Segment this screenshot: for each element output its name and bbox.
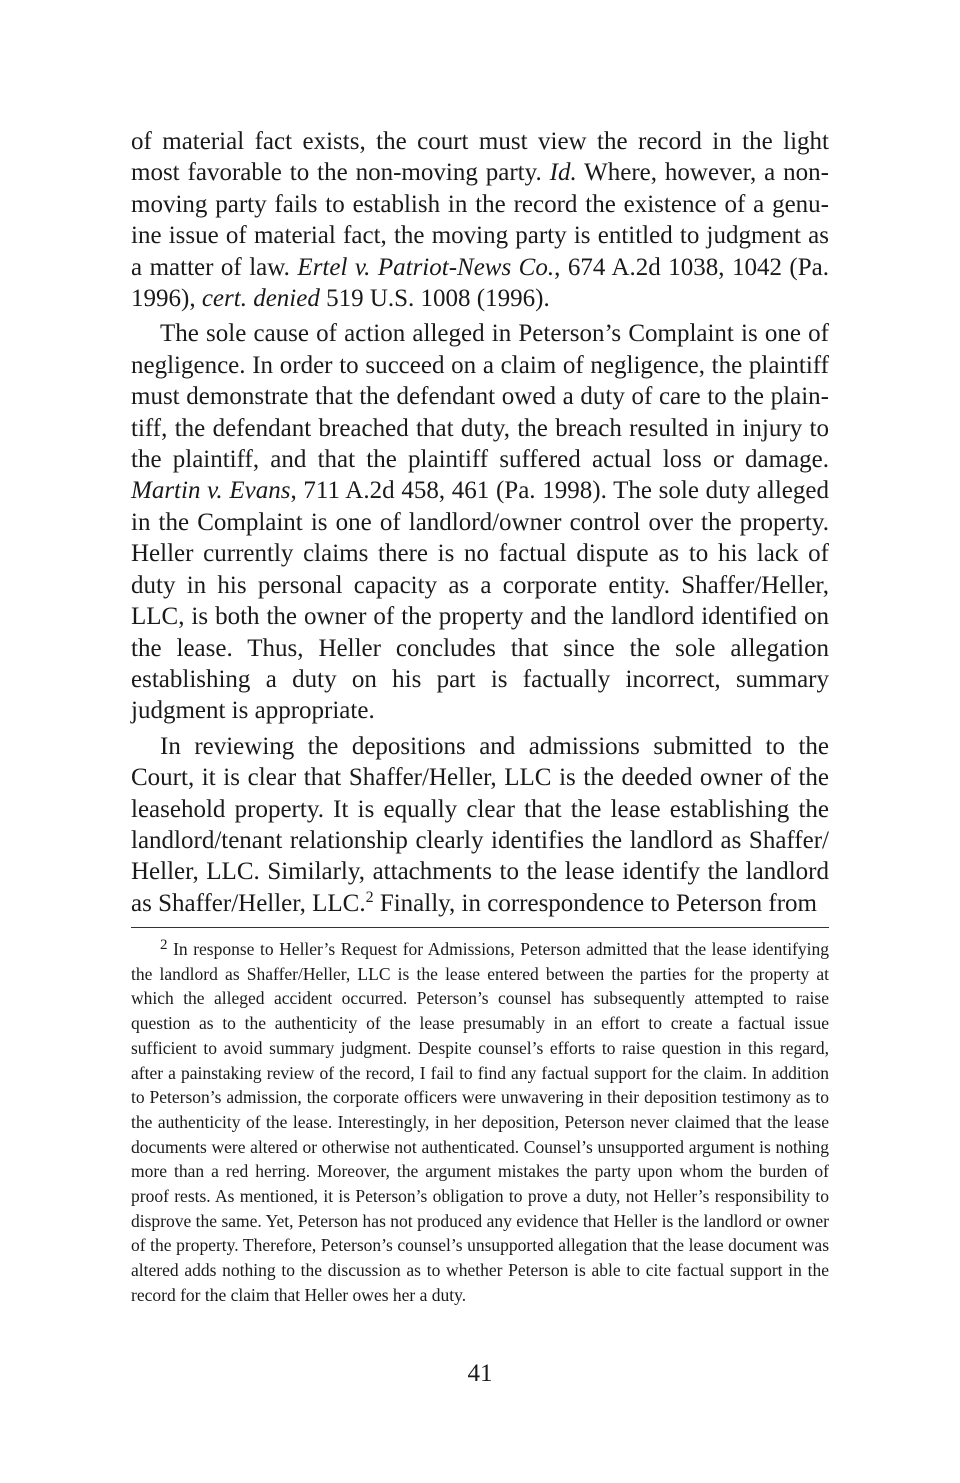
paragraph-3-segment: Finally, in correspondence to Peterson from bbox=[373, 889, 817, 917]
paragraph-1 bbox=[131, 126, 829, 314]
footnote-reference: 2 bbox=[365, 888, 374, 906]
footnote-divider bbox=[131, 927, 829, 928]
paragraph-3-segment: In reviewing the depositions and admissions submitted to the Court, it is clear that Shaffer/Heller, LLC is the deeded owner of the leasehold property. It is equally clear that the lease establishing the landlord/tenant relationship clearly identifies the landlord as Shaffer/ Heller, LLC. Similarly, attachments to the lease identify the landlord as Shaffer/Heller, LLC. bbox=[131, 732, 829, 917]
case-citation-martin: Martin v. Evans bbox=[131, 477, 291, 505]
footnote-text: In response to Heller’s Request for Admissions, Peterson admitted that the lease identifying the landlord as Shaffer/Heller, LLC is the lease entered between the parties for the property at which the alleged accident occurred. Peterson’s counsel has subsequently attempted to raise question as to the authenticity of the lease presumably in an effort to create a factual issue sufficient to avoid summary judgment. Despite counsel’s efforts to raise question in this regard, after a painstaking review of the record, I fail to find any factual support for the claim. In addition to Peterson’s admission, the corporate officers were unwavering in their deposition testimony as to the authenticity of the lease. Interestingly, in her deposition, Peterson never claimed that the lease documents were altered or otherwise not authenticated. Counsel’s unsupported argument is nothing more than a red herring. Moreover, the argument mistakes the party upon whom the burden of proof rests. As mentioned, it is Peterson’s obligation to prove a duty, not Heller’s responsibility to disprove the same. Yet, Peterson has not produced any evidence that Heller is the landlord or owner of the property. Therefore, Peterson’s counsel’s unsupported allegation that the lease document was altered adds nothing to the discussion as to whether Peterson is able to cite factual support in the record for the claim that Heller owes her a duty. bbox=[131, 939, 829, 1305]
paragraph-1-segment: Where, however, a nonmoving party fails to establish in the record the existence of a genuine issue of material fact, the moving party is entitled to judgment as a matter of law. bbox=[131, 159, 829, 281]
page-number: 41 bbox=[467, 1360, 493, 1387]
paragraph-1-segment: of material fact exists, the court must view the record in the light most favorable to the non-moving party. bbox=[131, 128, 829, 187]
paragraph-2 bbox=[131, 318, 829, 726]
footnote bbox=[131, 937, 829, 1308]
main-text bbox=[131, 126, 829, 923]
case-citation-id: Id. bbox=[549, 159, 577, 187]
footnote-marker: 2 bbox=[160, 937, 168, 953]
case-citation-ertel: Ertel v. Patriot-News Co. bbox=[297, 253, 555, 281]
paragraph-2-segment: , 711 A.2d 458, 461 (Pa. 1998). The sole duty alleged in the Complaint is one of landlord/owner control over the property. Heller currently claims there is no factual dispute as to his lack of duty in his personal capacity as a corporate entity. Shaffer/Heller, LLC, is both the owner of the property and the landlord identified on the lease. Thus, Heller concludes that since the sole allegation establishing a duty on his part is factually incorrect, summary judgment is appropriate. bbox=[131, 477, 829, 725]
paragraph-3 bbox=[131, 731, 829, 919]
citation-cert-denied: cert. denied bbox=[201, 285, 320, 313]
paragraph-2-segment: The sole cause of action alleged in Peterson’s Complaint is one of negligence. In order to succeed on a claim of negligence, the plaintiff must demonstrate that the defendant owed a duty of care to the plaintiff, the defendant breached that duty, the breach resulted in injury to the plaintiff, and that the plaintiff suffered actual loss or damage. bbox=[131, 320, 829, 474]
paragraph-1-segment: , 674 A.2d 1038, 1042 (Pa. 1996), bbox=[131, 253, 830, 313]
paragraph-1-segment: 519 U.S. 1008 (1996). bbox=[319, 285, 550, 313]
